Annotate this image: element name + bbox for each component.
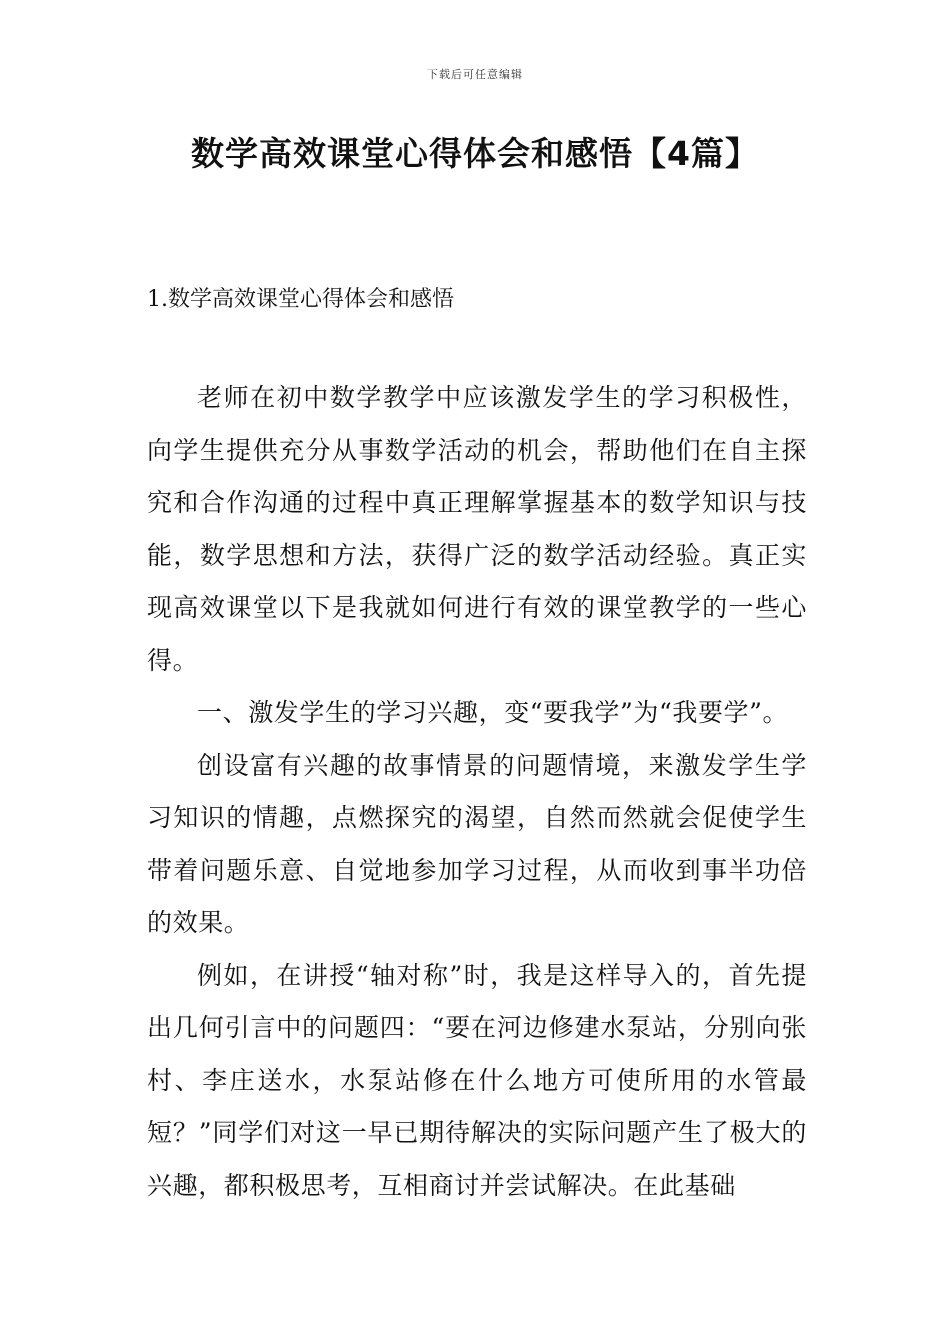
paragraph-point-one: 一、激发学生的学习兴趣，变“要我学”为“我要学”。 [197,698,789,727]
header-note: 下载后可任意编辑 [427,68,523,81]
paragraph-interest: 创设富有兴趣的故事情景的问题情境，来激发学生学习知识的情趣，点燃探究的渴望，自然而然就会促使学生带着问题乐意、自觉地参加学习过程，从而收到事半功倍的效果。 [147,750,807,937]
paragraph-intro: 老师在初中数学教学中应该激发学生的学习积极性，向学生提供充分从事数学活动的机会，帮助他们在自主探究和合作沟通的过程中真正理解掌握基本的数学知识与技能，数学思想和方法，获得广泛的数学活动经验。真正实现高效课堂以下是我就如何进行有效的课堂教学的一些心得。 [147,383,807,675]
body-text [147,372,807,1212]
section-heading: 1.数学高效课堂心得体会和感悟 [147,287,454,312]
paragraph-example: 例如，在讲授“轴对称”时，我是这样导入的，首先提出几何引言中的问题四：“要在河边修建水泵站，分别向张村、李庄送水，水泵站修在什么地方可使所用的水管最短？”同学们对这一早已期待解决的实际问题产生了极大的兴趣，都积极思考，互相商讨并尝试解决。在此基础 [147,960,807,1200]
document-title: 数学高效课堂心得体会和感悟【4篇】 [191,134,759,173]
